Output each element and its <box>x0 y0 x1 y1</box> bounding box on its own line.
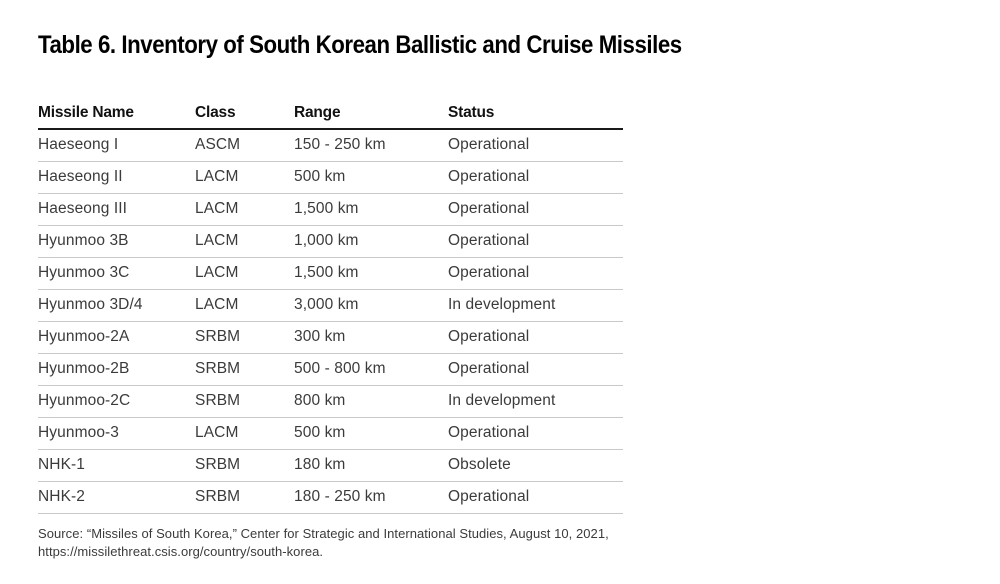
table-row <box>38 225 623 257</box>
table-body <box>38 129 623 513</box>
cell-status: In development <box>448 289 623 321</box>
cell-status: Operational <box>448 321 623 353</box>
cell-status: Operational <box>448 193 623 225</box>
cell-missile-name: Hyunmoo 3B <box>38 225 195 257</box>
cell-missile-name: Hyunmoo 3D/4 <box>38 289 195 321</box>
missiles-table <box>38 104 623 514</box>
cell-status: Obsolete <box>448 449 623 481</box>
cell-status: Operational <box>448 257 623 289</box>
cell-class: LACM <box>195 257 294 289</box>
col-header-range: Range <box>294 104 448 129</box>
cell-class: SRBM <box>195 481 294 513</box>
cell-missile-name: Hyunmoo 3C <box>38 257 195 289</box>
cell-missile-name: NHK-1 <box>38 449 195 481</box>
cell-missile-name: Haeseong III <box>38 193 195 225</box>
cell-missile-name: NHK-2 <box>38 481 195 513</box>
cell-class: SRBM <box>195 385 294 417</box>
cell-class: LACM <box>195 161 294 193</box>
source-note <box>38 525 962 561</box>
cell-status: Operational <box>448 225 623 257</box>
cell-range: 1,000 km <box>294 225 448 257</box>
cell-class: SRBM <box>195 353 294 385</box>
table-row <box>38 193 623 225</box>
table-row <box>38 257 623 289</box>
table-row <box>38 129 623 161</box>
table-row <box>38 161 623 193</box>
cell-missile-name: Hyunmoo-2C <box>38 385 195 417</box>
cell-class: ASCM <box>195 129 294 161</box>
cell-range: 500 km <box>294 417 448 449</box>
cell-status: In development <box>448 385 623 417</box>
cell-status: Operational <box>448 353 623 385</box>
cell-status: Operational <box>448 481 623 513</box>
table-row <box>38 417 623 449</box>
cell-missile-name: Haeseong II <box>38 161 195 193</box>
source-line-url: https://missilethreat.csis.org/country/south-korea. <box>38 543 324 559</box>
table-row <box>38 353 623 385</box>
cell-class: SRBM <box>195 321 294 353</box>
cell-class: LACM <box>195 417 294 449</box>
cell-status: Operational <box>448 161 623 193</box>
table-title: Table 6. Inventory of South Korean Ballistic and Cruise Missiles <box>38 31 682 59</box>
cell-missile-name: Haeseong I <box>38 129 195 161</box>
table-row <box>38 481 623 513</box>
cell-class: SRBM <box>195 449 294 481</box>
cell-missile-name: Hyunmoo-2A <box>38 321 195 353</box>
cell-class: LACM <box>195 289 294 321</box>
cell-range: 1,500 km <box>294 193 448 225</box>
cell-class: LACM <box>195 193 294 225</box>
cell-status: Operational <box>448 129 623 161</box>
cell-range: 3,000 km <box>294 289 448 321</box>
cell-range: 1,500 km <box>294 257 448 289</box>
col-header-missile-name: Missile Name <box>38 104 195 129</box>
table-row <box>38 321 623 353</box>
table-row <box>38 449 623 481</box>
cell-class: LACM <box>195 225 294 257</box>
col-header-status: Status <box>448 104 623 129</box>
col-header-class: Class <box>195 104 294 129</box>
cell-status: Operational <box>448 417 623 449</box>
cell-range: 300 km <box>294 321 448 353</box>
cell-range: 180 km <box>294 449 448 481</box>
table-row <box>38 289 623 321</box>
cell-range: 500 km <box>294 161 448 193</box>
cell-range: 500 - 800 km <box>294 353 448 385</box>
cell-range: 150 - 250 km <box>294 129 448 161</box>
cell-range: 800 km <box>294 385 448 417</box>
source-line-citation: Source: “Missiles of South Korea,” Center for Strategic and International Studies, August 10, 2021, <box>38 525 609 541</box>
cell-missile-name: Hyunmoo-2B <box>38 353 195 385</box>
table-row <box>38 385 623 417</box>
table-header-row <box>38 104 623 129</box>
cell-range: 180 - 250 km <box>294 481 448 513</box>
cell-missile-name: Hyunmoo-3 <box>38 417 195 449</box>
